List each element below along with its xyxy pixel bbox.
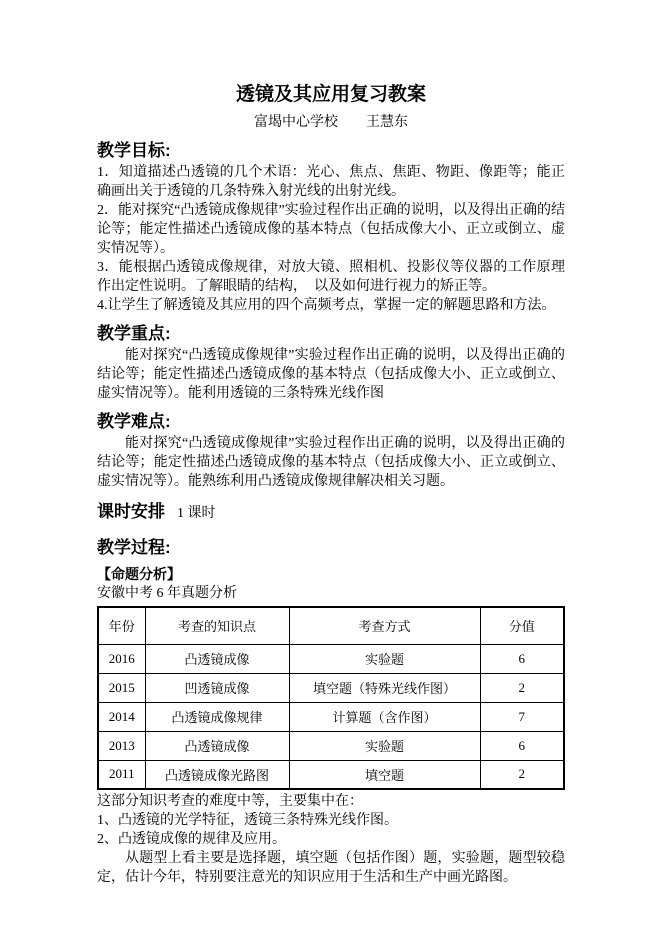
table-header-cell: 分值 (480, 607, 564, 644)
table-cell: 2013 (98, 731, 145, 760)
objective-item-2: 2．能对探究“凸透镜成像规律”实验过程作出正确的说明，以及得出正确的结论等；能定性描述凸透镜成像的基本特点（包括成像大小、正立或倒立、虚实情况等）。 (97, 203, 565, 256)
table-cell: 2011 (98, 760, 145, 789)
table-row (98, 702, 564, 731)
table-cell: 凸透镜成像规律 (145, 702, 289, 731)
table-cell: 2 (480, 760, 564, 789)
schedule-value: 1 课时 (177, 506, 216, 521)
byline: 富堨中心学校 王慧东 (254, 115, 408, 130)
table-cell: 2015 (98, 673, 145, 702)
conclusion-line-1: 这部分知识考查的难度中等，主要集中在： (97, 794, 363, 809)
exam-analysis-table (97, 606, 565, 790)
table-header-cell: 年份 (98, 607, 145, 644)
table-cell: 凸透镜成像 (145, 644, 289, 673)
heading-teaching-objectives: 教学目标: (97, 141, 171, 160)
table-cell: 2014 (98, 702, 145, 731)
conclusion-paragraph: 从题型上看主要是选择题，填空题（包括作图）题，实验题，题型较稳定，估计今年，特别要注意光的知识应用于生活和生产中画光路图。 (97, 851, 565, 885)
table-row (98, 731, 564, 760)
document-title: 透镜及其应用复习教案 (235, 84, 426, 105)
table-header-cell: 考查方式 (289, 607, 480, 644)
heading-key-points: 教学重点: (97, 324, 171, 343)
table-row (98, 760, 564, 789)
table-row (98, 644, 564, 673)
table-cell: 7 (480, 702, 564, 731)
schedule-heading-label: 课时安排 (97, 502, 165, 521)
table-cell: 2 (480, 673, 564, 702)
analysis-heading: 【命题分析】 (97, 566, 181, 582)
difficulties-paragraph: 能对探究“凸透镜成像规律”实验过程作出正确的说明，以及得出正确的结论等；能定性描述凸透镜成像的基本特点（包括成像大小、正立或倒立、虚实情况等）。能熟练利用凸透镜成像规律解决相关习题。 (97, 436, 565, 489)
table-cell: 6 (480, 731, 564, 760)
table-header-cell: 考查的知识点 (145, 607, 289, 644)
analysis-subheading: 安徽中考 6 年真题分析 (97, 586, 237, 601)
conclusion-line-3: 2、凸透镜成像的规律及应用。 (97, 832, 286, 847)
table-cell: 实验题 (289, 644, 480, 673)
conclusion-line-2: 1、凸透镜的光学特征，透镜三条特殊光线作图。 (97, 813, 398, 828)
heading-difficulties: 教学难点: (97, 412, 171, 431)
table-cell: 填空题（特殊光线作图） (289, 673, 480, 702)
table-cell: 计算题（含作图） (289, 702, 480, 731)
table-cell: 填空题 (289, 760, 480, 789)
key-points-paragraph: 能对探究“凸透镜成像规律”实验过程作出正确的说明，以及得出正确的结论等；能定性描述凸透镜成像的基本特点（包括成像大小、正立或倒立、虚实情况等）。能利用透镜的三条特殊光线作图 (97, 348, 565, 401)
objective-item-4: 4.让学生了解透镜及其应用的四个高频考点，掌握一定的解题思路和方法。 (97, 298, 556, 313)
objective-item-1: 1．知道描述凸透镜的几个术语：光心、焦点、焦距、物距、像距等；能正确画出关于透镜的几条特殊入射光线的出射光线。 (97, 165, 565, 199)
table-cell: 凸透镜成像 (145, 731, 289, 760)
table-cell: 实验题 (289, 731, 480, 760)
table-cell: 6 (480, 644, 564, 673)
heading-teaching-process: 教学过程: (97, 538, 171, 557)
objective-item-3: 3．能根据凸透镜成像规律，对放大镜、照相机、投影仪等仪器的工作原理作出定性说明。了解眼睛的结构， 以及如何进行视力的矫正等。 (97, 260, 565, 294)
table-cell: 凸透镜成像光路图 (145, 760, 289, 789)
table-header-row (98, 607, 564, 644)
table-row (98, 673, 564, 702)
table-cell: 凹透镜成像 (145, 673, 289, 702)
table-cell: 2016 (98, 644, 145, 673)
heading-class-schedule (97, 501, 565, 524)
